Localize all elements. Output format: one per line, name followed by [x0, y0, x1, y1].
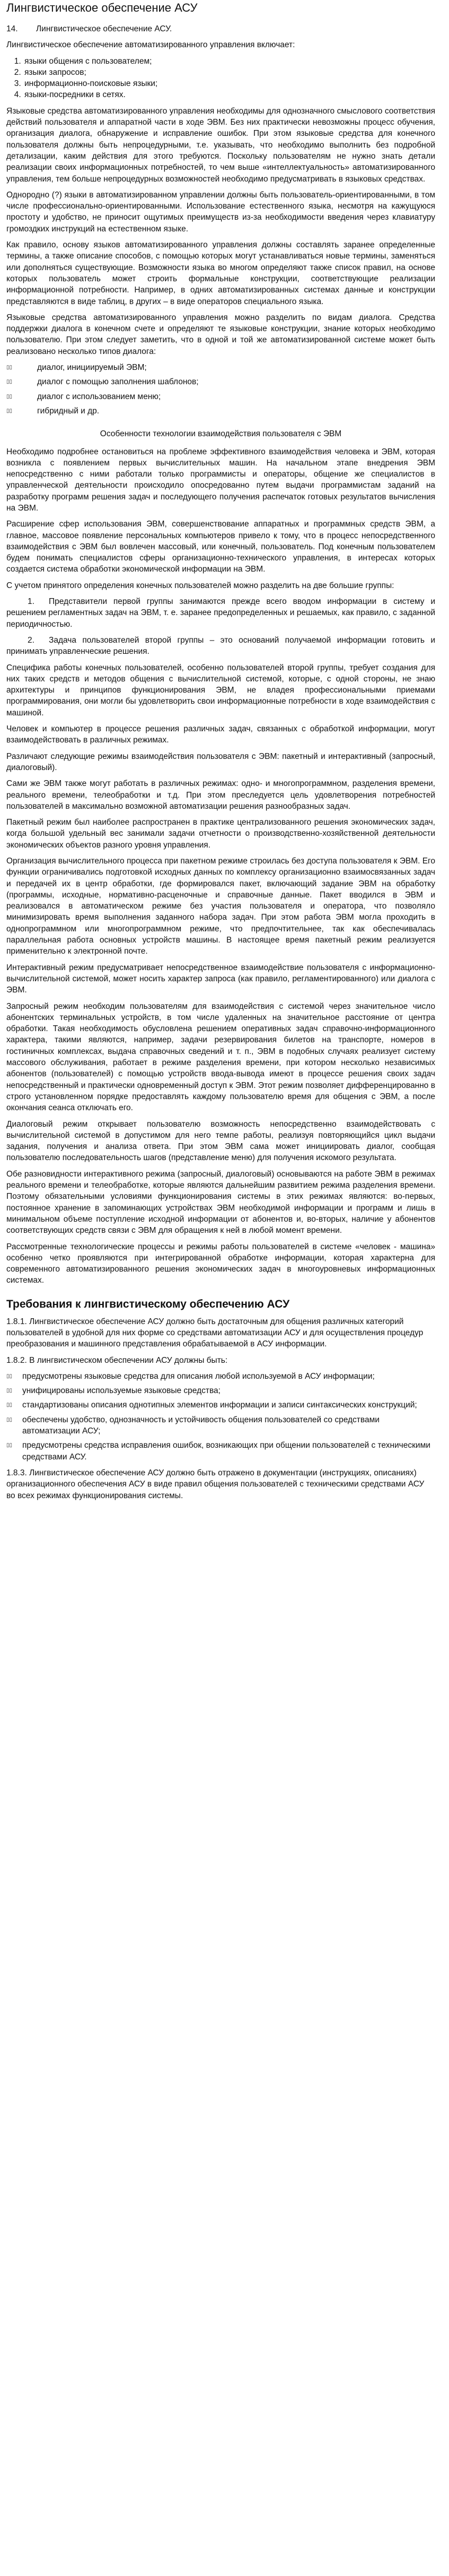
list-item: ▯▯ унифицированы используемые языковые средства; [6, 1385, 435, 1396]
list-item: ▯▯ диалог с помощью заполнения шаблонов; [6, 376, 435, 387]
paragraph: Интерактивный режим предусматривает непосредственное взаимодействие пользователя с информационно-вычислительной системой, может носить характер запроса (как правило, регламентированного) или диалога с ЭВМ. [6, 963, 435, 995]
paragraph: Организация вычислительного процесса при пакетном режиме строилась без доступа пользователя к ЭВМ. Его функции ограничивались подготовкой исходных данных по комплексу организационно взаимосвязанных задач и передачей их в центр обработки, где формировался пакет, включающий задание ЭВМ на обработку (программы, исходные, нормативно-расценочные и справочные данные. Пакет вводился в ЭВМ и реализовался в автоматическом режиме без участия пользователя и оператора, что позволяло минимизировать время выполнения заданного набора задач. При этом работа ЭВМ могла проходить в однопрограммном или многопрограммном режиме, что предпочтительнее, так как обеспечивалась параллельная работа основных устройств машины. В настоящее время пакетный режим реализуется применительно к электронной почте. [6, 857, 435, 956]
paragraph: Различают следующие режимы взаимодействия пользователя с ЭВМ: пакетный и интерактивный (запросный, диалоговый). [6, 751, 435, 772]
paragraph: 1.8.3. Лингвистическое обеспечение АСУ должно быть отражено в документации (инструкциях, описаниях) организационного обеспечения АСУ в виде правил общения пользователей с техническими средствами АСУ во всех режимах функционирования системы. [6, 1468, 425, 1500]
list-item: ▯▯ гибридный и др. [6, 405, 435, 417]
components-list [6, 56, 435, 101]
paragraph: Специфика работы конечных пользователей, особенно пользователей второй группы, требует создания для них таких средств и методов общения с вычислительной системой, которые, с одной стороны, не знаю архитектуры и принципов функционирования ЭВМ, не владея профессиональными приемами программирования, они могли бы удовлетворить свои информационные потребности в ходе взаимодействия с машиной. [6, 663, 435, 718]
bullet-icon: ▯▯ [6, 365, 13, 371]
paragraph: Человек и компьютер в процессе решения различных задач, связанных с обработкой информации, могут взаимодействовать в различных режимах. [6, 724, 435, 745]
list-item: 1. языки общения с пользователем; [23, 56, 435, 67]
group-item: 2. Задача пользователей второй группы – это оснований получаемой информации готовить и принимать управленческие решения. [6, 635, 435, 656]
paragraph: Однородно (?) языки в автоматизированном управлении должны быть пользователь-ориентированными, в том числе профессионально-ориентированными. Использование естественного языка, несмотря на кажущуюся простоту и удобство, не приносит ощутимых преимуществ из-за необходимости введения через клавиатуру громоздких инструкций на естественном языке. [6, 190, 435, 234]
section-subtitle: Особенности технологии взаимодействия пользователя с ЭВМ [100, 429, 342, 439]
section-heading-14 [6, 23, 435, 34]
bullet-icon: ▯▯ [6, 1388, 13, 1394]
dialog-types-list [6, 362, 435, 417]
bullet-icon: ▯▯ [6, 379, 13, 385]
bullet-icon: ▯▯ [6, 1373, 13, 1379]
paragraph: Диалоговый режим открывает пользователю возможность непосредственно взаимодействовать с вычислительной системой в допустимом для него темпе работы, реализуя повторяющийся цикл выдачи задания, получения и анализа ответа. При этом ЭВМ сама может инициировать диалог, сообщая пользователю последовательность шагов (представление меню) для получения искомого результата. [6, 1119, 435, 1163]
requirements-list [6, 1371, 435, 1463]
bullet-icon: ▯▯ [6, 1402, 13, 1408]
bullet-icon: ▯▯ [6, 408, 13, 414]
list-item: 4. языки-посредники в сетях. [23, 89, 435, 100]
list-item: ▯▯ предусмотрены языковые средства для описания любой используемой в АСУ информации; [6, 1371, 435, 1382]
list-item: ▯▯ диалог с использованием меню; [6, 391, 435, 402]
bullet-icon: ▯▯ [6, 393, 13, 400]
list-item: ▯▯ диалог, инициируемый ЭВМ; [6, 362, 435, 373]
paragraph: Расширение сфер использования ЭВМ, совершенствование аппаратных и программных средств ЭВМ, а главное, массовое появление персональных компьютеров привело к тому, что в процесс непосредственного взаимодействия с ЭВМ был вовлечен массовый, или конечный, пользователь. Под конечным пользователем будем понимать специалистов сферы организационно-технического управления, в интересах которых создается система обработки экономической информации на ЭВМ. [6, 520, 435, 574]
list-item: 3. информационно-поисковые языки; [23, 78, 435, 89]
list-item: ▯▯ обеспечены удобство, однозначность и устойчивость общения пользователей со средствами автоматизации АСУ; [6, 1414, 435, 1437]
paragraph: 1.8.1. Лингвистическое обеспечение АСУ должно быть достаточным для общения различных категорий пользователей в удобной для них форме со средствами автоматизации АСУ и для осуществления процедур преобразования и машинного представления обрабатываемой в АСУ информации. [6, 1317, 424, 1349]
section-number: 14. [6, 24, 18, 33]
requirements-heading: Требования к лингвистическому обеспечению АСУ [6, 1298, 290, 1310]
section-heading-text: Лингвистическое обеспечение АСУ. [36, 24, 172, 33]
paragraph: Языковые средства автоматизированного управления можно разделить по видам диалога. Средства поддержки диалога в конечном счете и определяют те языковые конструкции, знание которых необходимо пользователю. При этом следует заметить, что в одной и той же автоматизированной системе может быть реализовано несколько типов диалога: [6, 313, 435, 356]
bullet-icon: ▯▯ [6, 1442, 13, 1449]
paragraph: Как правило, основу языков автоматизированного управления должны составлять заранее определенные термины, а также описание способов, с помощью которых могут устанавливаться новые термины, заменяться или дополняться существующие. Возможности языка во многом определяют также список правил, на основе которых пользователь может строить формальные конструкции, соответствующие реализации информационной потребности. Например, в одних автоматизированных системах данные и конструкции представляются в виде таблиц, в других – в виде операторов специального языка. [6, 240, 435, 306]
intro-paragraph: Лингвистическое обеспечение автоматизированного управления включает: [6, 40, 295, 50]
paragraph: Пакетный режим был наиболее распространен в практике централизованного решения экономических задач, когда большой удельный вес занимали задачи отчетности о производственно-хозяйственной деятельности экономических объектов разного уровня управления. [6, 818, 435, 850]
paragraph: Обе разновидности интерактивного режима (запросный, диалоговый) основываются на работе ЭВМ в режимах реального времени и телеобработке, которые являются дальнейшим развитием режима разделения времени. Поэтому обязательными условиями функционирования системы в этих режимах являются: во-первых, постоянное хранение в запоминающих устройствах ЭВМ необходимой информации и программ и лишь в минимальном объеме поступление исходной информации от абонентов и, во-вторых, наличие у абонентов соответствующих средств связи с ЭВМ для обращения к ней в любой момент времени. [6, 1169, 435, 1235]
paragraph: Языковые средства автоматизированного управления необходимы для однозначного смыслового соответствия действий пользователя и аппаратной части в ходе ЭВМ. Без них практически невозможны процесс обучения, организация диалога, обнаружение и исправление ошибок. При этом языковые средства для конечного пользователя должны быть непроцедурными, т.е. указывать, что необходимо выполнить без подробной детализации, каким действия для этого требуются. Поскольку пользователям не нужно знать детали реализации своих информационных потребностей, то чем выше «интеллектуальность» автоматизированного управления, тем больше непроцедурных возможностей необходимо предусматривать в языковых средствах. [6, 106, 435, 184]
bullet-icon: ▯▯ [6, 1416, 13, 1423]
list-item: 2. языки запросов; [23, 67, 435, 78]
list-item: ▯▯ стандартизованы описания однотипных элементов информации и записи синтаксических конструкций; [6, 1399, 435, 1411]
paragraph: Необходимо подробнее остановиться на проблеме эффективного взаимодействия человека и ЭВМ, которая возникла с появлением первых вычислительных машин. На начальном этапе внедрения ЭВМ непосредственно с ними работали только программисты и операторы, общение же специалистов в управленческой деятельности происходило опосредованно путем выдачи программистам заданий на разработку программ решения задач и последующего получения распечаток готовых результатов вычисления на ЭВМ. [6, 447, 435, 513]
group-item: 1. Представители первой группы занимаются прежде всего вводом информации в систему и решением регламентных задач на ЭВМ, т. е. заранее предопределенных и решаемых, как правило, с заданной периодичностью. [6, 597, 435, 629]
page-title: Лингвистическое обеспечение АСУ [6, 1, 198, 14]
list-item: ▯▯ предусмотрены средства исправления ошибок, возникающих при общении пользователей с техническими средствами АСУ. [6, 1440, 435, 1463]
paragraph: Запросный режим необходим пользователям для взаимодействия с системой через значительное число абонентских терминальных устройств, в том числе удаленных на значительное расстояние от центра обработки. Такая необходимость обусловлена решением оперативных задач справочно-информационного характера, такими являются, например, задачи резервирования билетов на транспорте, номеров в гостиничных комплексах, выдача справочных сведений и т. п., ЭВМ в подобных случаях реализует систему массового обслуживания, работает в режиме разделения времени, при котором несколько независимых абонентов (пользователей) с помощью устройств ввода-вывода имеют в процессе решения своих задач непосредственный и практически одновременный доступ к ЭВМ. Этот режим позволяет дифференцированно в строго установленном порядке предоставлять каждому пользователю время для общения с ЭВМ, а после окончания сеанса отключать его. [6, 1001, 435, 1113]
paragraph: 1.8.2. В лингвистическом обеспечении АСУ должны быть: [6, 1355, 228, 1365]
paragraph: Рассмотренные технологические процессы и режимы работы пользователей в системе «человек - машина» особенно четко проявляются при интегрированной обработке информации, которая характерна для современного автоматизированного решения экономических задач в многоуровневых информационных системах. [6, 1242, 435, 1285]
paragraph: Сами же ЭВМ также могут работать в различных режимах: одно- и многопрограммном, разделения времени, реального времени, телеобработки и т.д. При этом преследуется цель удовлетворения потребностей пользователей в максимально возможной автоматизации решения разнообразных задач. [6, 779, 435, 811]
paragraph: С учетом принятого определения конечных пользователей можно разделить на две большие группы: [6, 581, 394, 590]
